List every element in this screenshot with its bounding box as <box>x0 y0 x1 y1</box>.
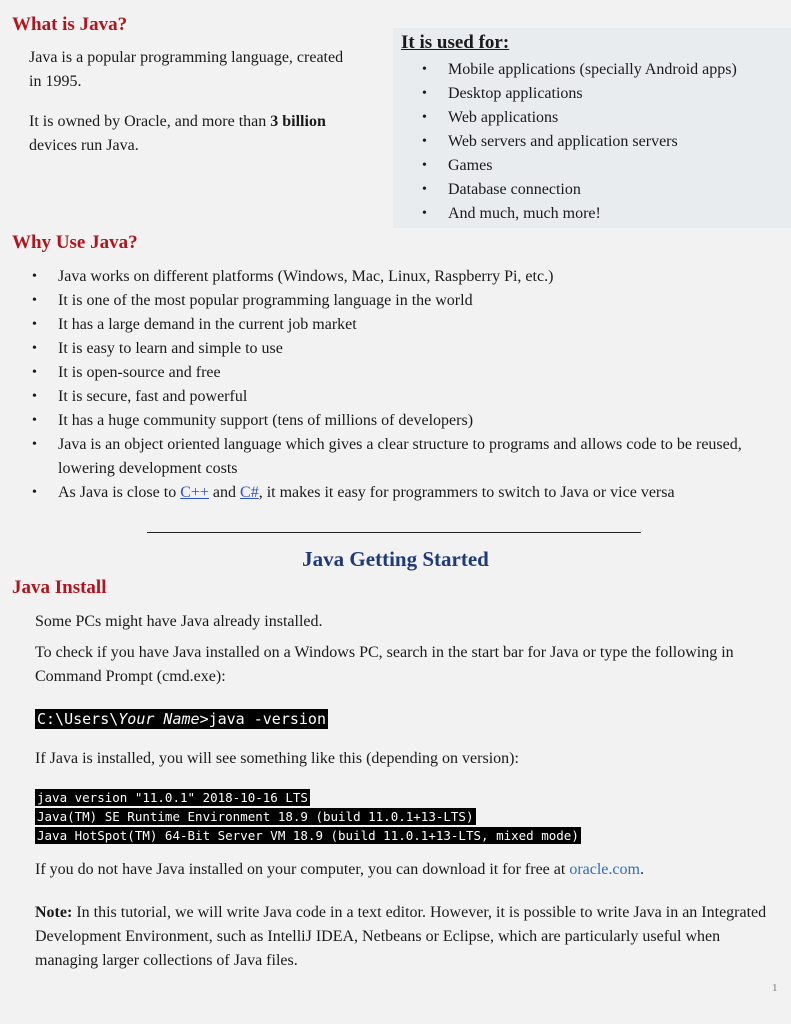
page-number: 1 <box>772 982 778 994</box>
install-para1: Some PCs might have Java already installed. <box>35 613 323 630</box>
install-para3: If Java is installed, you will see something like this (depending on version): <box>35 750 519 767</box>
cpp-link[interactable]: C++ <box>180 484 209 501</box>
list-item: • It has a huge community support (tens of millions of developers) <box>58 409 780 433</box>
list-item: • It is secure, fast and powerful <box>58 385 780 409</box>
why-use-last-list <box>58 481 780 505</box>
list-item: • As Java is close to C++ and C#, it makes it easy for programmers to switch to Java or vice versa <box>58 481 780 505</box>
output-line: Java(TM) SE Runtime Environment 18.9 (build 11.0.1+13-LTS) <box>37 809 474 824</box>
what-is-java-heading: What is Java? <box>12 14 128 35</box>
list-item: • Web applications <box>448 106 788 130</box>
output-line: Java HotSpot(TM) 64-Bit Server VM 18.9 (build 11.0.1+13-LTS, mixed mode) <box>37 828 579 843</box>
install-para2: To check if you have Java installed on a Windows PC, search in the start bar for Java or type the following in Command Prompt (cmd.exe): <box>35 644 734 685</box>
command-line: C:\Users\Your Name>java -version <box>37 710 326 728</box>
getting-started-title: Java Getting Started <box>302 547 489 571</box>
list-item: • Games <box>448 154 788 178</box>
note-para: Note: In this tutorial, we will write Java code in a text editor. However, it is possible to write Java in an Integrated Development Environment, such as IntelliJ IDEA, Netbeans or Eclipse, which are particularly useful when managing larger collections of Java files. <box>35 904 767 969</box>
output-line: java version "11.0.1" 2018-10-16 LTS <box>37 790 308 805</box>
used-for-heading: It is used for: <box>401 32 510 53</box>
list-item: • It is one of the most popular programming language in the world <box>58 289 780 313</box>
list-item: • Mobile applications (specially Android apps) <box>448 58 788 82</box>
list-item: • It has a large demand in the current job market <box>58 313 780 337</box>
why-use-java-heading: Why Use Java? <box>12 232 138 253</box>
list-item: • Desktop applications <box>448 82 788 106</box>
why-use-list <box>58 265 780 481</box>
list-item: • It is easy to learn and simple to use <box>58 337 780 361</box>
what-is-java-para1: Java is a popular programming language, created in 1995. <box>29 49 344 90</box>
list-item: • Java is an object oriented language which gives a clear structure to programs and allows code to be reused, lowering development costs <box>58 433 780 481</box>
used-for-list <box>448 58 788 226</box>
note-label: Note: <box>35 904 73 921</box>
what-is-java-para2: It is owned by Oracle, and more than 3 billion devices run Java. <box>29 113 326 154</box>
version-output <box>35 787 581 844</box>
list-item: • Database connection <box>448 178 788 202</box>
section-divider <box>147 532 641 533</box>
list-item: • And much, much more! <box>448 202 788 226</box>
list-item: • It is open-source and free <box>58 361 780 385</box>
used-for-panel <box>393 28 791 228</box>
list-item: • Web servers and application servers <box>448 130 788 154</box>
install-para4: If you do not have Java installed on your computer, you can download it for free at oracle.com. <box>35 861 644 878</box>
java-install-heading: Java Install <box>12 577 107 598</box>
billion-bold: 3 billion <box>270 113 326 130</box>
oracle-link[interactable]: oracle.com <box>569 861 640 878</box>
csharp-link[interactable]: C# <box>240 484 259 501</box>
list-item: • Java works on different platforms (Windows, Mac, Linux, Raspberry Pi, etc.) <box>58 265 780 289</box>
